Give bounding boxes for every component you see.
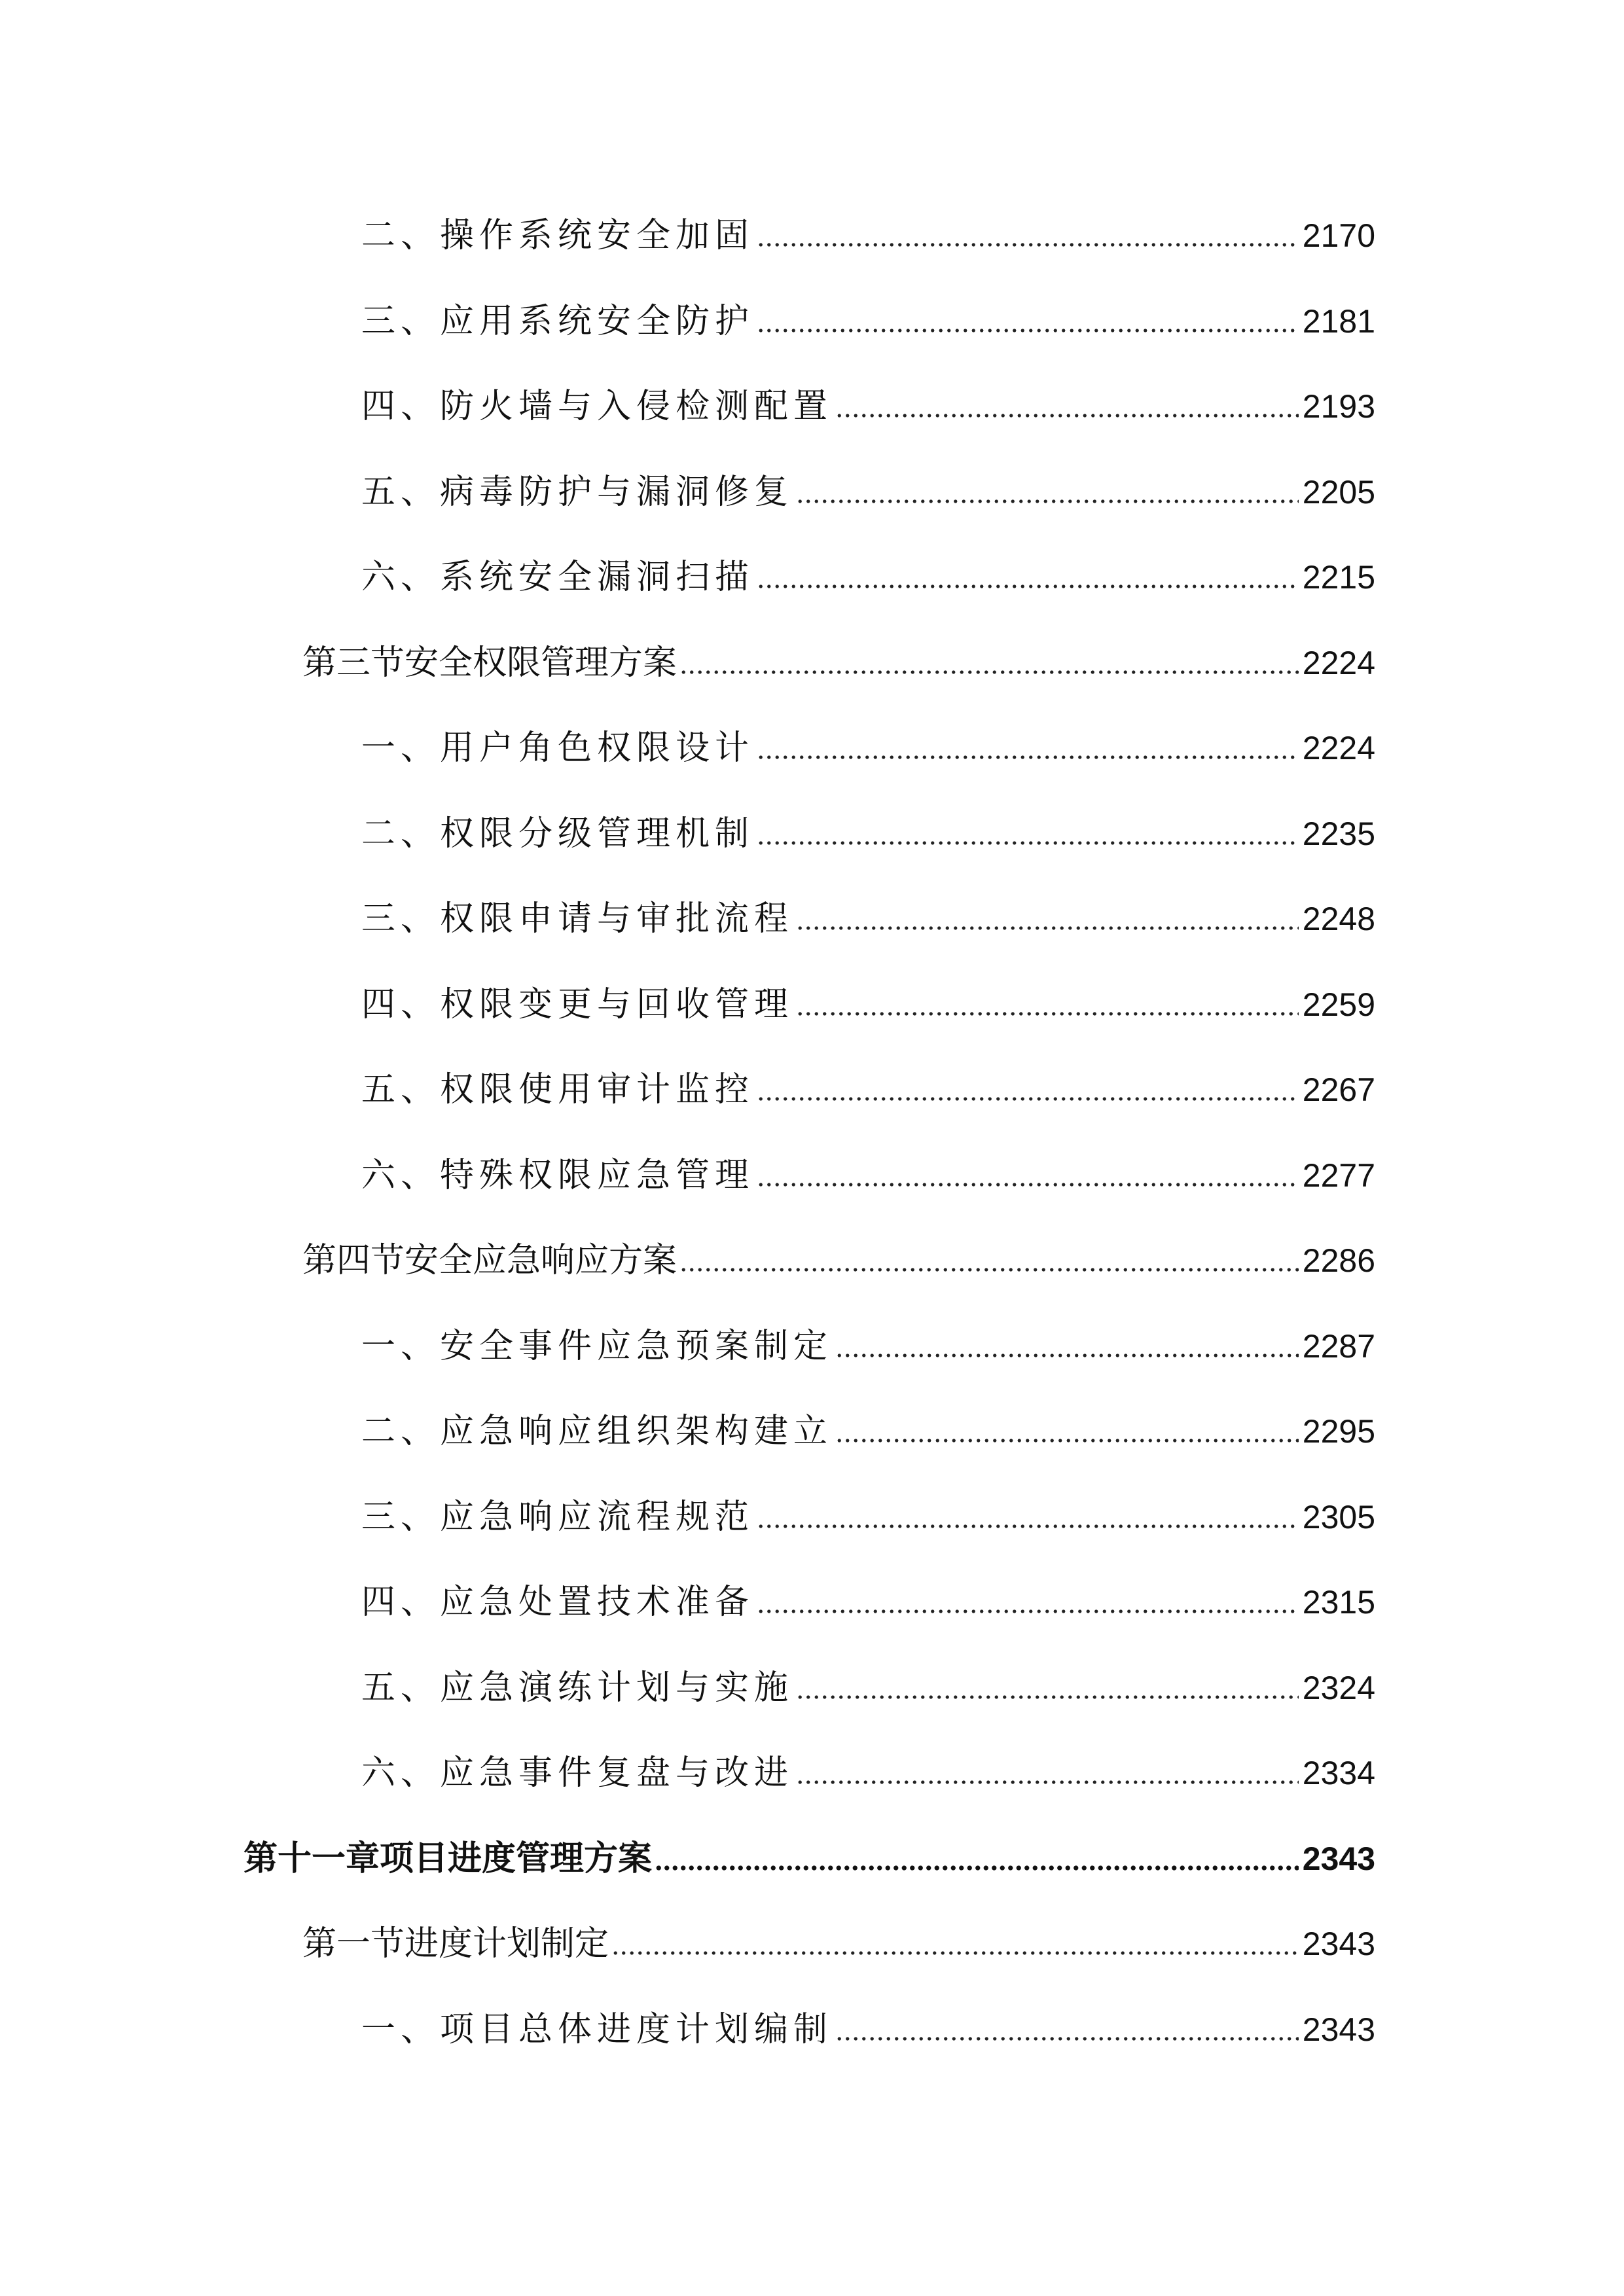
toc-entry-title: 第四节安全应急响应方案 (302, 1241, 677, 1280)
toc-entry[interactable] (361, 977, 1375, 1032)
toc-entry-page: 2205 (1302, 474, 1375, 511)
toc-entry-title: 四、权限变更与回收管理 (361, 985, 794, 1024)
toc-entry-title: 六、特殊权限应急管理 (361, 1156, 755, 1195)
toc-entry-page: 2224 (1302, 645, 1375, 681)
toc-entry-page: 2343 (1302, 1926, 1375, 1962)
toc-entry-page: 2305 (1302, 1499, 1375, 1535)
toc-entry[interactable] (302, 1916, 1375, 1971)
dot-leader (757, 836, 1299, 850)
toc-entry-title: 二、应急响应组织架构建立 (361, 1412, 833, 1451)
dot-leader (835, 2032, 1299, 2045)
toc-entry[interactable] (361, 721, 1375, 776)
toc-entry[interactable] (361, 1319, 1375, 1374)
dot-leader (796, 1007, 1299, 1020)
toc-entry[interactable] (361, 379, 1375, 434)
toc-entry-page: 2277 (1302, 1157, 1375, 1194)
toc-entry-page: 2315 (1302, 1584, 1375, 1621)
toc-entry[interactable] (361, 294, 1375, 349)
toc-entry-page: 2295 (1302, 1413, 1375, 1450)
toc-entry-title: 第十一章项目进度管理方案 (244, 1839, 653, 1878)
toc-entry-title: 一、安全事件应急预案制定 (361, 1327, 833, 1366)
toc-entry[interactable] (244, 1831, 1375, 1886)
toc-entry[interactable] (361, 1404, 1375, 1459)
toc-entry-title: 六、应急事件复盘与改进 (361, 1753, 794, 1793)
dot-leader (796, 1691, 1299, 1704)
toc-entry-title: 一、项目总体进度计划编制 (361, 2010, 833, 2049)
toc-entry-title: 四、应急处置技术准备 (361, 1583, 755, 1622)
dot-leader (757, 580, 1299, 593)
toc-entry-title: 第三节安全权限管理方案 (302, 643, 677, 683)
toc-entry-title: 六、系统安全漏洞扫描 (361, 558, 755, 597)
toc-entry-page: 2193 (1302, 388, 1375, 425)
toc-entry-title: 三、权限申请与审批流程 (361, 899, 794, 939)
toc-entry-page: 2267 (1302, 1071, 1375, 1108)
dot-leader (796, 1776, 1299, 1789)
toc-entry-title: 二、操作系统安全加固 (361, 216, 755, 255)
toc-entry[interactable] (361, 1490, 1375, 1545)
toc-entry[interactable] (302, 636, 1375, 691)
toc-entry-page: 2343 (1302, 1840, 1375, 1877)
dot-leader (757, 238, 1299, 251)
toc-entry-title: 五、病毒防护与漏洞修复 (361, 473, 794, 512)
dot-leader (757, 324, 1299, 337)
dot-leader (796, 495, 1299, 508)
toc-entry-page: 2343 (1302, 2011, 1375, 2048)
dot-leader (611, 1946, 1299, 1960)
toc-entry-title: 第一节进度计划制定 (302, 1924, 609, 1964)
dot-leader (835, 1434, 1299, 1447)
toc-entry-page: 2170 (1302, 217, 1375, 254)
toc-entry[interactable] (361, 806, 1375, 861)
dot-leader (757, 1605, 1299, 1618)
toc-entry-title: 四、防火墙与入侵检测配置 (361, 387, 833, 426)
toc-entry-page: 2224 (1302, 730, 1375, 766)
dot-leader (757, 1092, 1299, 1105)
toc-entry-title: 五、应急演练计划与实施 (361, 1668, 794, 1708)
toc-entry[interactable] (361, 1062, 1375, 1117)
dot-leader (679, 1263, 1299, 1276)
toc-entry[interactable] (302, 1233, 1375, 1288)
dot-leader (796, 922, 1299, 935)
dot-leader (655, 1861, 1299, 1874)
toc-entry-page: 2324 (1302, 1670, 1375, 1706)
toc-entry-page: 2181 (1302, 303, 1375, 340)
toc-entry-page: 2287 (1302, 1328, 1375, 1365)
toc-entry-page: 2334 (1302, 1755, 1375, 1791)
toc-entry-title: 三、应急响应流程规范 (361, 1498, 755, 1537)
dot-leader (679, 666, 1299, 679)
dot-leader (757, 751, 1299, 764)
dot-leader (835, 1349, 1299, 1362)
toc-entry-title: 五、权限使用审计监控 (361, 1070, 755, 1109)
toc-entry[interactable] (361, 1660, 1375, 1715)
toc-entry-title: 二、权限分级管理机制 (361, 814, 755, 853)
toc-entry-page: 2248 (1302, 901, 1375, 937)
toc-entry-page: 2215 (1302, 559, 1375, 596)
dot-leader (835, 409, 1299, 422)
toc-entry[interactable] (361, 2002, 1375, 2057)
toc-entry[interactable] (361, 891, 1375, 946)
toc-entry[interactable] (361, 1148, 1375, 1203)
toc-entry-title: 三、应用系统安全防护 (361, 302, 755, 341)
toc-entry[interactable] (361, 1746, 1375, 1801)
toc-entry[interactable] (361, 550, 1375, 605)
toc-entry[interactable] (361, 1575, 1375, 1630)
toc-entry-page: 2259 (1302, 986, 1375, 1023)
dot-leader (757, 1520, 1299, 1533)
toc-entry[interactable] (361, 465, 1375, 520)
dot-leader (757, 1178, 1299, 1191)
toc-entry-page: 2235 (1302, 816, 1375, 852)
toc-entry[interactable] (361, 208, 1375, 263)
toc-entry-title: 一、用户角色权限设计 (361, 728, 755, 768)
toc-entry-page: 2286 (1302, 1242, 1375, 1279)
